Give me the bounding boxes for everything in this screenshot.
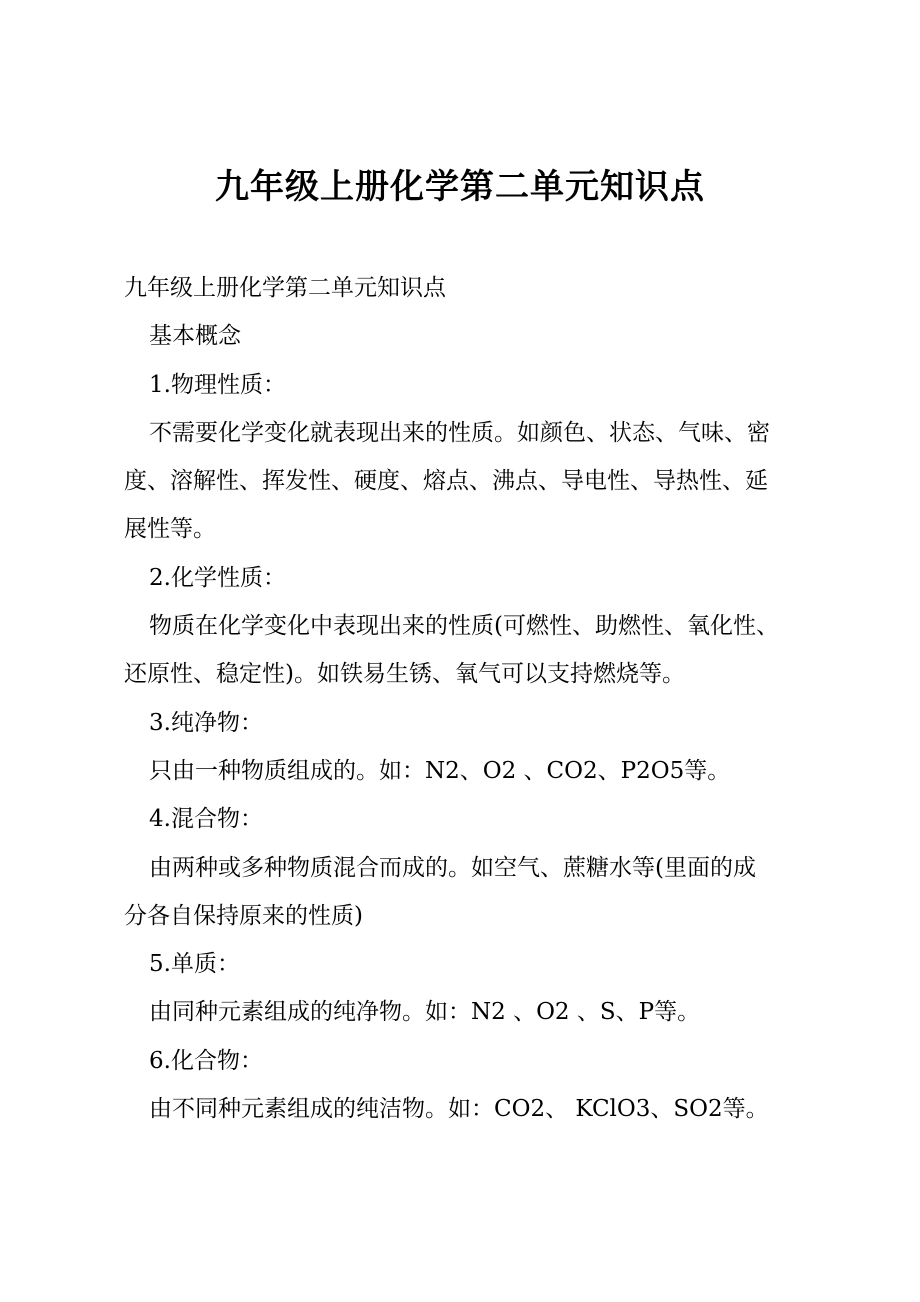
line-15: 5.单质： [149,951,240,978]
line-9: 还原性、稳定性)。如铁易生锈、氧气可以支持燃烧等。 [124,661,685,688]
line-7: 2.化学性质： [149,564,286,591]
line-2: 基本概念 [149,323,241,350]
line-1: 九年级上册化学第二单元知识点 [124,275,446,301]
line-4: 不需要化学变化就表现出来的性质。如颜色、状态、气味、密 [149,419,770,446]
line-11: 只由一种物质组成的。如：N2、O2 、CO2、P2O5等。 [149,757,731,784]
line-18: 由不同种元素组成的纯洁物。如：CO2、 KClO3、SO2等。 [149,1096,769,1123]
line-6: 展性等。 [124,516,216,543]
line-14: 分各自保持原来的性质) [124,902,363,929]
line-10: 3.纯净物： [149,709,263,736]
line-8: 物质在化学变化中表现出来的性质(可燃性、助燃性、氧化性、 [149,613,779,640]
line-16: 由同种元素组成的纯净物。如：N2 、O2 、S、P等。 [149,999,701,1026]
document-title: 九年级上册化学第二单元知识点 [215,167,705,207]
line-3: 1.物理性质： [149,371,286,398]
line-5: 度、溶解性、挥发性、硬度、熔点、沸点、导电性、导热性、延 [124,468,768,495]
line-17: 6.化合物： [149,1047,263,1074]
document-body [124,264,824,1133]
line-12: 4.混合物： [149,806,263,833]
line-13: 由两种或多种物质混合而成的。如空气、蔗糖水等(里面的成 [149,854,756,881]
